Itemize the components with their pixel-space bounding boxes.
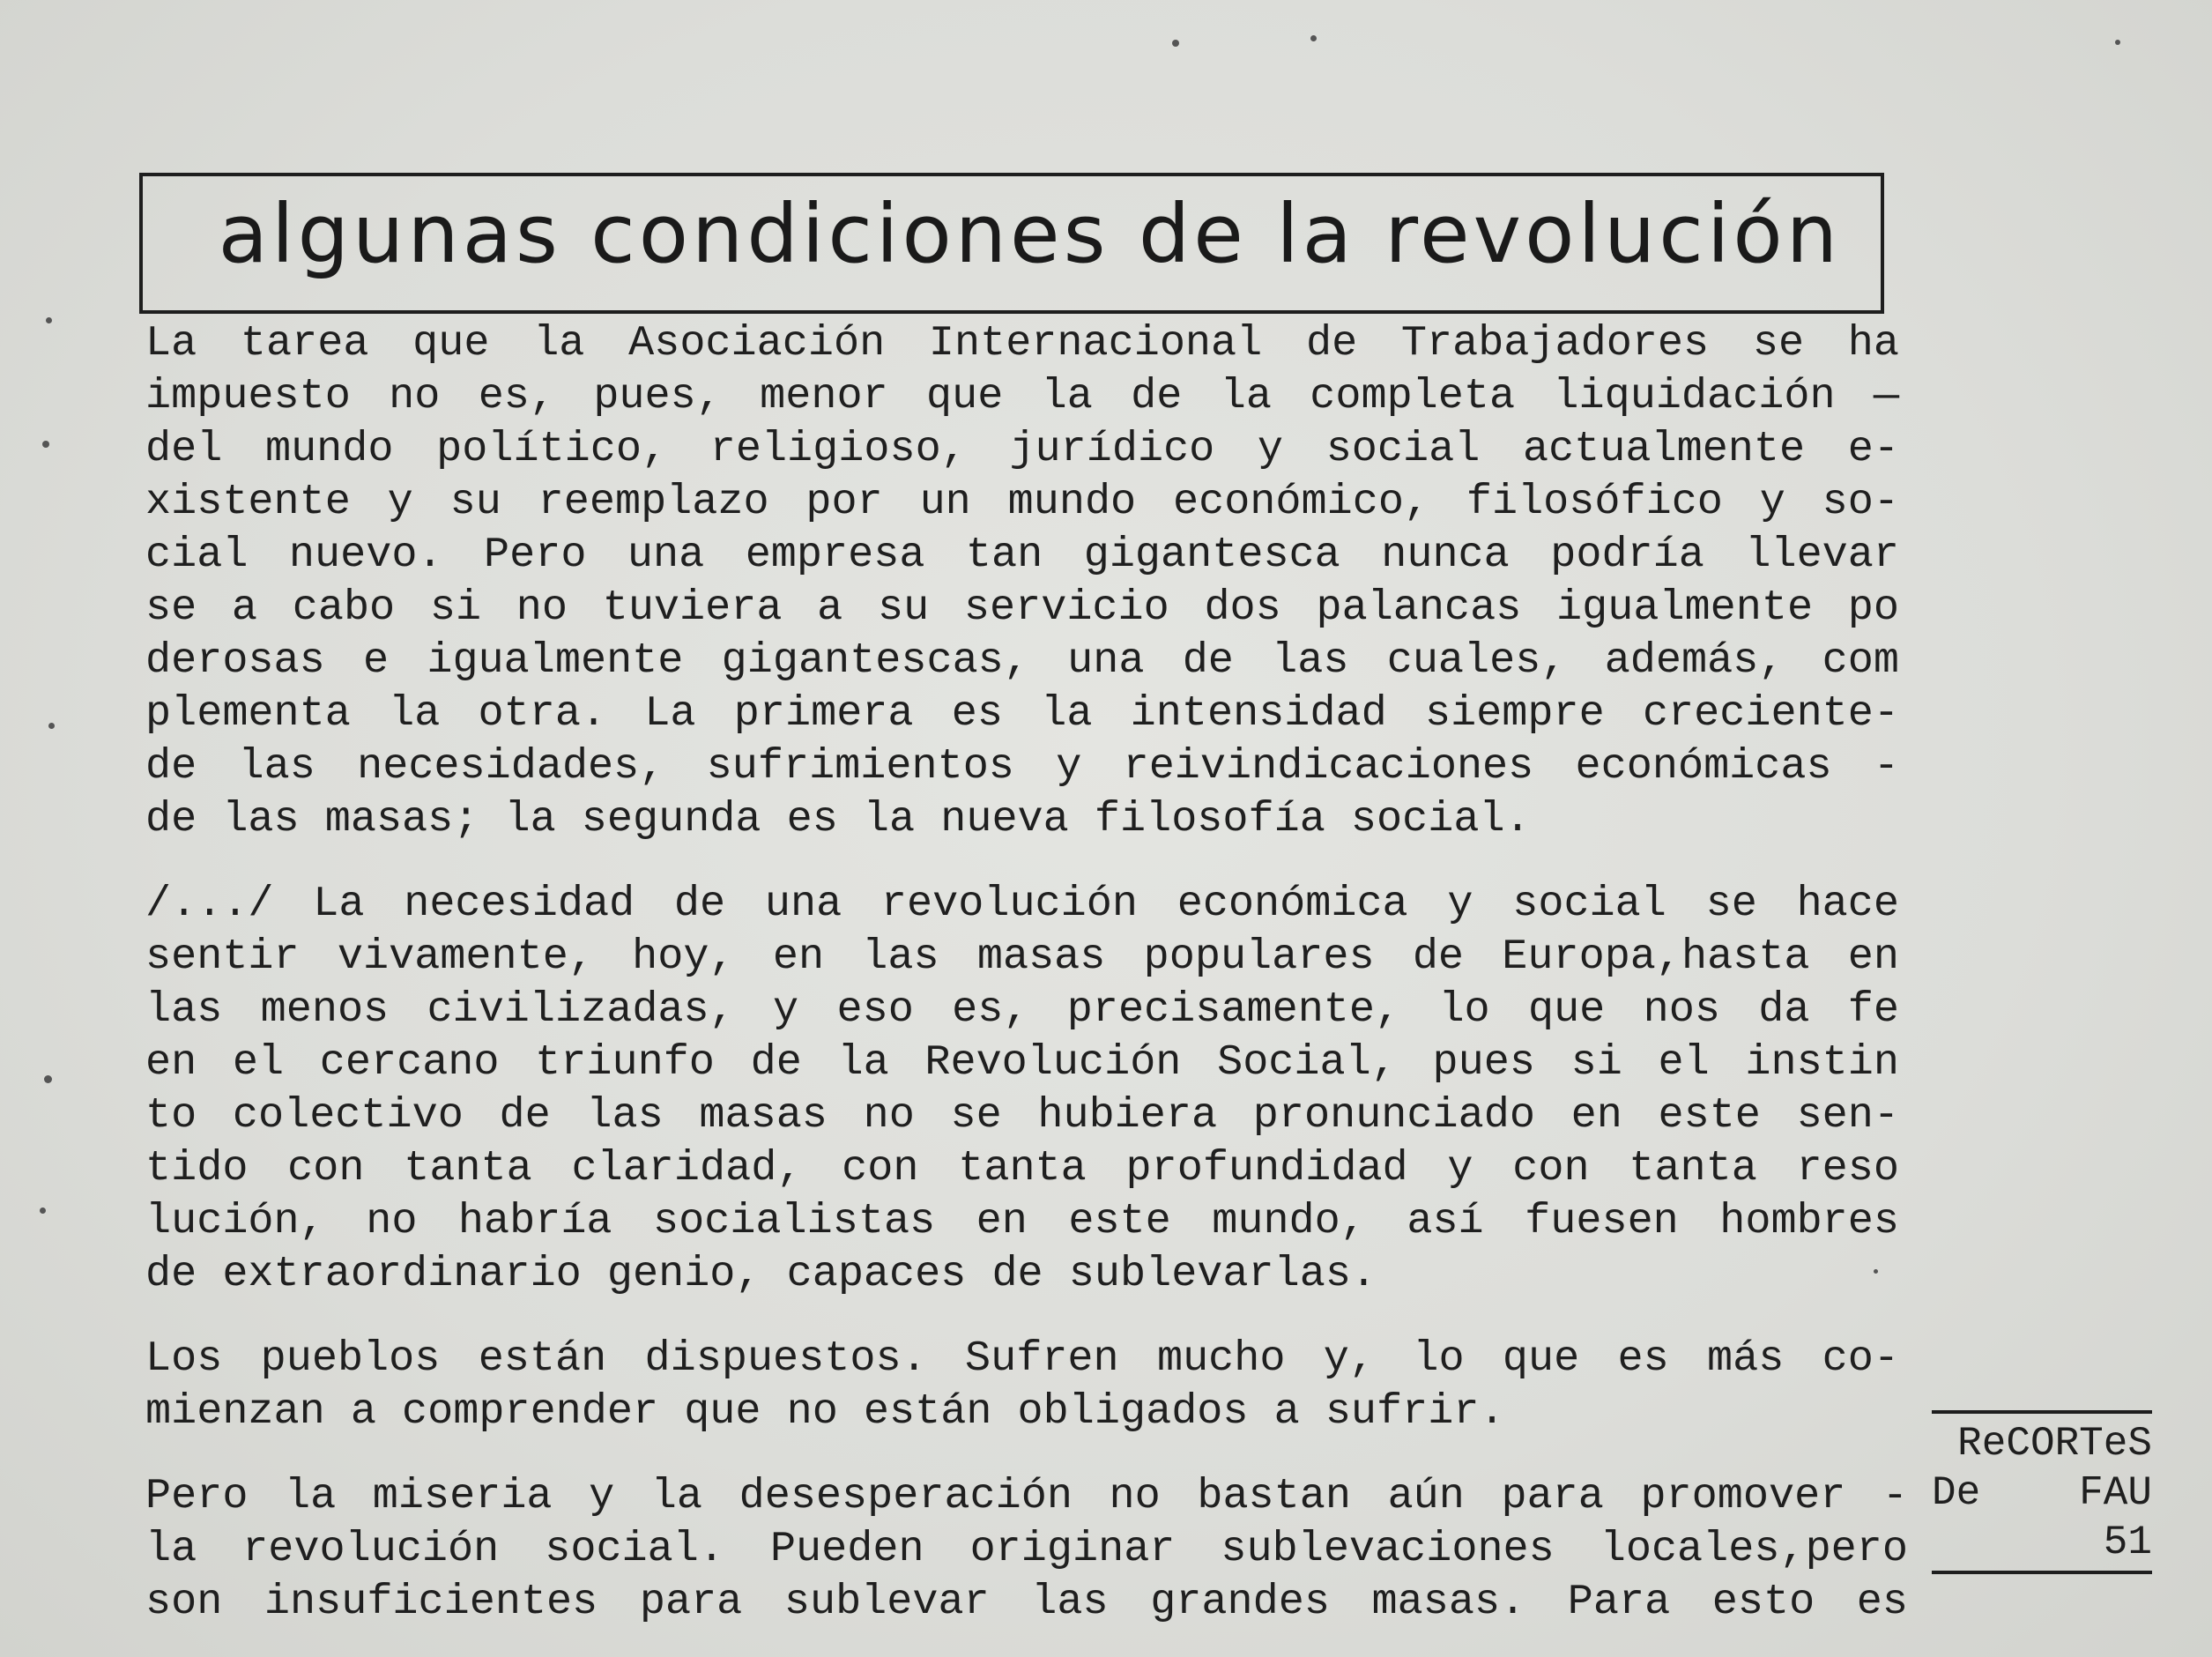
text-line: /.../ La necesidad de una revolución económica y social se hace <box>145 880 1899 928</box>
text-line: de extraordinario genio, capaces de sublevarlas. <box>145 1250 1377 1298</box>
text-line: La tarea que la Asociación Internacional de Trabajadores se ha <box>145 319 1899 368</box>
paragraph-3 <box>145 1333 1899 1438</box>
text-line: son insuficientes para sublevar las grandes masas. Para esto es <box>145 1578 1908 1626</box>
text-line: tido con tanta claridad, con tanta profundidad y con tanta reso <box>145 1144 1899 1193</box>
stamp-label: ReCORTeS <box>1957 1421 2152 1467</box>
stamp-row <box>1932 1468 2152 1518</box>
text-line: de las masas; la segunda es la nueva filosofía social. <box>145 795 1531 843</box>
paragraph-2 <box>145 878 1899 1301</box>
paper-speck <box>46 317 52 323</box>
text-line: la revolución social. Pueden originar sublevaciones locales,pero <box>145 1525 1908 1573</box>
text-line: mienzan a comprender que no están obligados a sufrir. <box>145 1387 1505 1436</box>
archive-stamp <box>1932 1410 2152 1574</box>
text-line: lución, no habría socialistas en este mundo, así fuesen hombres <box>145 1197 1899 1245</box>
text-line: en el cercano triunfo de la Revolución Social, pues si el instin <box>145 1038 1899 1087</box>
text-line: de las necesidades, sufrimientos y reivindicaciones económicas - <box>145 742 1899 791</box>
paragraph-4 <box>145 1470 1908 1629</box>
body-text <box>145 317 1908 1629</box>
paper-speck <box>44 1075 52 1083</box>
paper-speck <box>48 723 55 729</box>
text-line: plementa la otra. La primera es la intensidad siempre creciente- <box>145 689 1899 738</box>
text-line: las menos civilizadas, y eso es, precisamente, lo que nos da fe <box>145 985 1899 1034</box>
paper-speck <box>2115 40 2120 45</box>
text-line: xistente y su reemplazo por un mundo económico, filosófico y so- <box>145 478 1899 526</box>
text-line: derosas e igualmente gigantescas, una de las cuales, además, com <box>145 636 1899 685</box>
text-line: Pero la miseria y la desesperación no bastan aún para promover - <box>145 1472 1908 1520</box>
text-line: Los pueblos están dispuestos. Sufren mucho y, lo que es más co- <box>145 1334 1899 1383</box>
paper-speck <box>1310 35 1317 41</box>
text-line: cial nuevo. Pero una empresa tan gigantesca nunca podría llevar <box>145 531 1899 579</box>
text-line: impuesto no es, pues, menor que la de la completa liquidación — <box>145 372 1899 420</box>
stamp-label-de: De <box>1932 1470 1981 1516</box>
paper-speck <box>1172 40 1179 47</box>
paper-speck <box>42 441 49 448</box>
paragraph-1 <box>145 317 1899 846</box>
paper-speck <box>40 1207 46 1214</box>
stamp-label-fau: FAU <box>2079 1470 2152 1516</box>
page-number: 51 <box>2103 1520 2152 1565</box>
text-line: to colectivo de las masas no se hubiera pronunciado en este sen- <box>145 1091 1899 1140</box>
title-box <box>139 173 1884 314</box>
text-line: del mundo político, religioso, jurídico y social actualmente e- <box>145 425 1899 473</box>
document-title: algunas condiciones de la revolución <box>218 187 1841 281</box>
text-line: sentir vivamente, hoy, en las masas populares de Europa,hasta en <box>145 933 1899 981</box>
text-line: se a cabo si no tuviera a su servicio dos palancas igualmente po <box>145 583 1899 632</box>
paper-speck <box>1874 1269 1878 1274</box>
